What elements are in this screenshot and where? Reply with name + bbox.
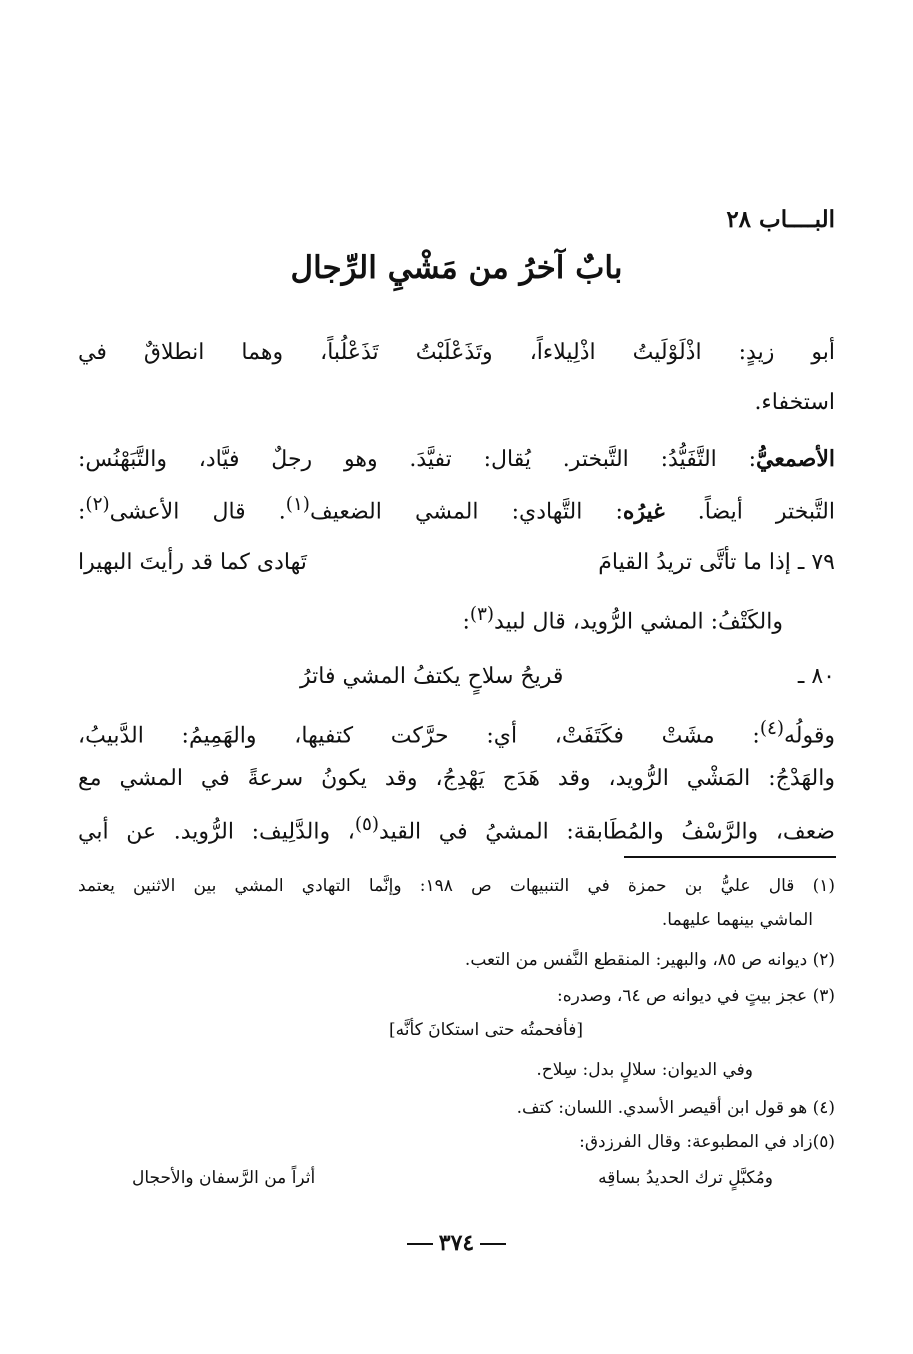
verse-80-number: ٨٠ ـ	[797, 664, 835, 689]
author-name: الأصمعيُّ	[755, 446, 835, 472]
footnote-5-verse-first: ومُكبَّلٍ ترك الحديدُ بساقِه	[598, 1168, 773, 1188]
footnote-ref: (١)	[285, 494, 310, 515]
paragraph-text: : مشَتْ فكَتَفَتْ، أي: حرَّكت كتفيها، والهَمِيمُ: الدَّبيبُ،	[78, 723, 760, 749]
footnote-divider	[624, 856, 836, 858]
verse-number: ٧٩ ـ	[797, 550, 835, 575]
page-number-text: ٣٧٤	[438, 1230, 475, 1256]
verse-79-second-hemistich: تَهادى كما قد رأيتَ البهيرا	[78, 550, 307, 575]
footnote-3: (٣) عجز بيتٍ في ديوانه ص ٦٤، وصدره:	[557, 986, 835, 1006]
paragraph-text: وقولُه	[783, 723, 835, 749]
chapter-heading: البــــاب ٢٨	[726, 206, 835, 233]
paragraph-text: ضعف، والرَّسْفُ والمُطَابقة: المشيُ في القيد	[379, 819, 835, 845]
paragraph-text: : التَّفَيُّدُ: التَّبختر. يُقال: تفيَّدَ. وهو رجلٌ فيَّاد، والتَّبَهْنُس:	[78, 447, 756, 472]
verse-79-first-hemistich	[598, 550, 835, 575]
paragraph-4-line-1	[78, 718, 835, 748]
paragraph-text: :	[78, 499, 86, 525]
footnote-3-note: وفي الديوان: سلالٍ بدل: سِلاح.	[536, 1060, 753, 1080]
footnote-ref: (٣)	[469, 604, 495, 625]
footnote-5: (٥)زاد في المطبوعة: وقال الفرزدق:	[579, 1132, 835, 1152]
paragraph-text: ، والدَّلِيف: الرُّويد. عن أبي	[78, 819, 355, 845]
paragraph-1-line-2: استخفاء.	[754, 390, 835, 415]
paragraph-4-line-3	[78, 814, 835, 844]
footnote-1-line-2: الماشي بينهما عليهما.	[661, 910, 813, 930]
page-number-dash	[480, 1243, 506, 1245]
paragraph-2-line-1	[78, 446, 835, 472]
page-title: بابٌ آخرُ من مَشْيِ الرِّجال	[290, 250, 623, 286]
footnote-2: (٢) ديوانه ص ٨٥، والبهير: المنقطع النَّفس من التعب.	[464, 950, 835, 970]
paragraph-text: التَّبختر أيضاً.	[697, 499, 835, 525]
paragraph-2-line-2	[78, 494, 835, 524]
footnote-3-verse: [فأفحمتُه حتى استكانَ كأنَّه]	[388, 1020, 583, 1040]
footnote-ref: (٤)	[759, 718, 784, 739]
footnote-4: (٤) هو قول ابن أقيصر الأسدي. اللسان: كتف.	[516, 1098, 835, 1118]
author-name: غيرُه	[622, 498, 665, 525]
footnote-1-line-1: (١) قال عليُّ بن حمزة في التنبيهات ص ١٩٨: وإنَّما التهادي المشي بين الاثنين يعتمد	[78, 876, 835, 896]
paragraph-3	[78, 604, 783, 634]
paragraph-4-line-2: والهَدْجُ: المَشْي الرُّويد، وقد هَدَج يَهْدِجُ، وقد يكونُ سرعةً في المشي مع	[78, 766, 835, 791]
verse-text: إذا ما تأتَّى تريدُ القيامَ	[598, 550, 791, 575]
footnote-ref: (٢)	[85, 494, 110, 515]
paragraph-text: :	[462, 609, 470, 635]
paragraph-text: . قال الأعشى	[109, 499, 286, 525]
paragraph-text: والكَتْفُ: المشي الرُّويد، قال لبيد	[494, 609, 783, 635]
paragraph-text: : التَّهادي: المشي الضعيف	[309, 499, 623, 525]
footnote-ref: (٥)	[354, 814, 380, 835]
verse-80-second-hemistich: قريحُ سلاحٍ يكتفُ المشي فاترُ	[300, 664, 564, 689]
page-number	[0, 1230, 913, 1256]
paragraph-1-line-1: أبو زيدٍ: اذْلَوْلَيتُ اذْلِيلاءاً، وتَذَعْلَبْتُ تَذَعْلُباً، وهما انطلاقٌ في	[78, 340, 835, 365]
page-number-dash	[407, 1243, 433, 1245]
footnote-5-verse-second: أثراً من الرَّسفان والأحجال	[132, 1168, 316, 1188]
